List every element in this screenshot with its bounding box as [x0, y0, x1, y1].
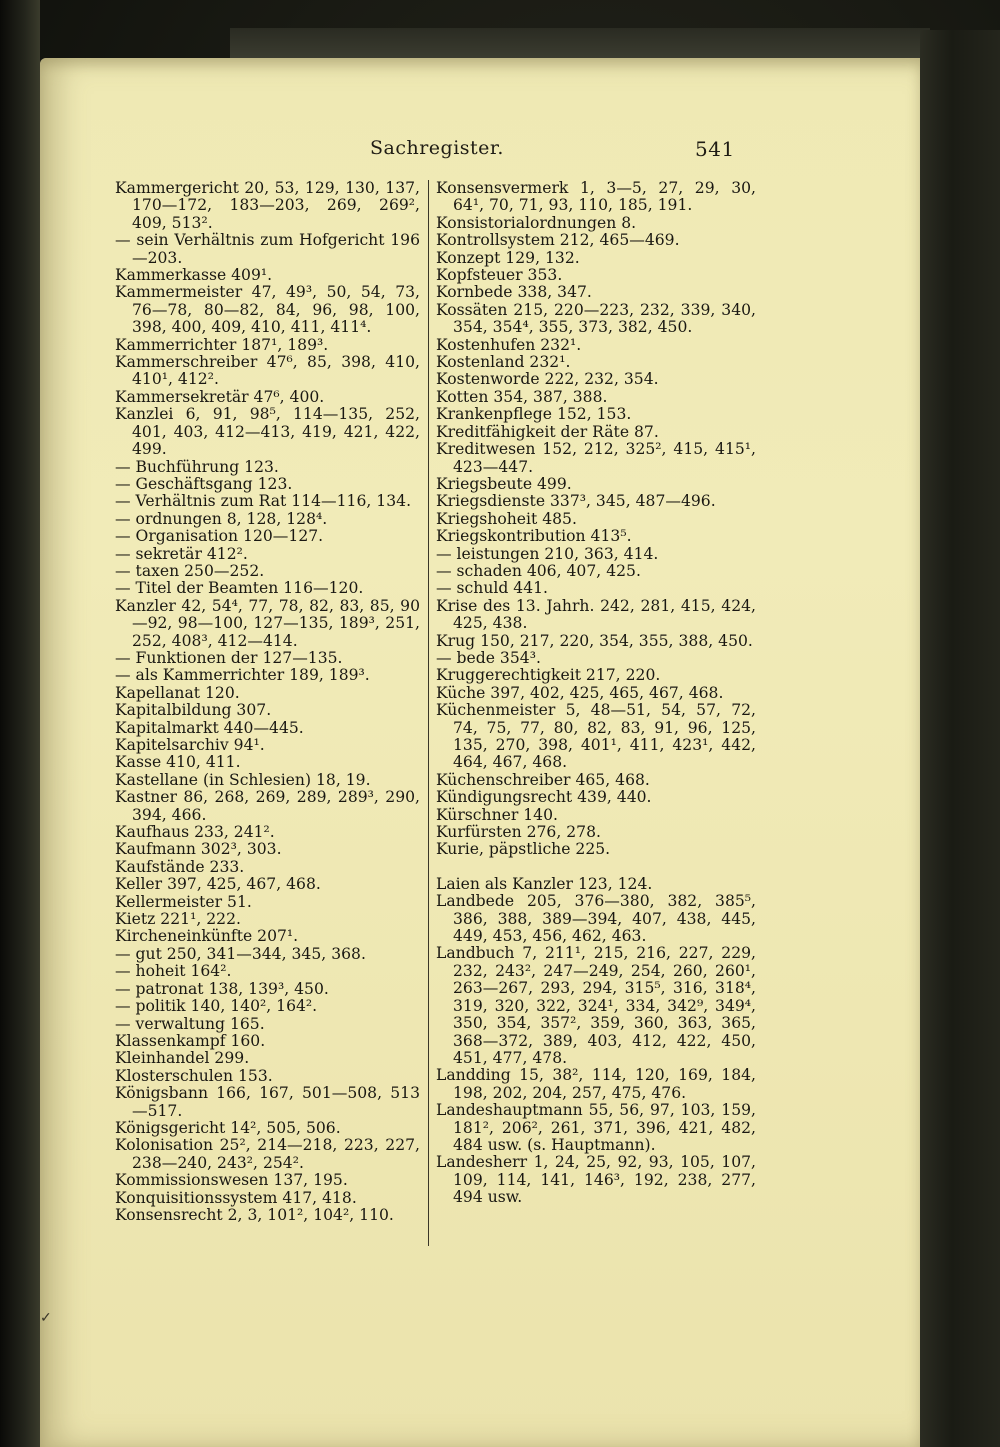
- index-entry: Krankenpflege 152, 153.: [436, 405, 632, 424]
- index-entry: Landbuch 7, 211¹, 215, 216, 227, 229, 232, 243², 247—249, 254, 260, 260¹, 263—267, 293, 294, 315⁵, 316, 318⁴, 319, 320, 322, 324¹, 334, 342⁹, 349⁴, 350, 354, 357², 359, 360, 363, 365, 368—372, 389, 403, 412, 422, 450, 451, 477, 478.: [436, 944, 756, 1067]
- index-column-right: [436, 180, 756, 1207]
- index-entry: Kanzler 42, 54⁴, 77, 78, 82, 83, 85, 90—92, 98—100, 127—135, 189³, 251, 252, 408³, 412—414.: [115, 596, 420, 650]
- column-divider: [428, 180, 429, 1246]
- index-entry: — als Kammerrichter 189, 189³.: [115, 666, 370, 685]
- index-entry: Kapitelsarchiv 94¹.: [115, 736, 265, 754]
- index-entry: — hoheit 164².: [115, 962, 232, 981]
- index-entry: — schaden 406, 407, 425.: [436, 561, 641, 580]
- index-entry: Kruggerechtigkeit 217, 220.: [436, 666, 661, 685]
- index-entry: Keller 397, 425, 467, 468.: [115, 875, 321, 894]
- index-entry: Kapitalbildung 307.: [115, 701, 272, 720]
- index-entry: Kapellanat 120.: [115, 683, 240, 702]
- index-entry: Kostenland 232¹.: [436, 353, 571, 372]
- index-entry: Klosterschulen 153.: [115, 1066, 273, 1085]
- index-entry: Kostenhufen 232¹.: [436, 335, 582, 354]
- index-entry: Königsgericht 14², 505, 506.: [115, 1118, 341, 1137]
- index-entry: Kürschner 140.: [436, 805, 558, 824]
- index-entry: Kapitalmarkt 440—445.: [115, 718, 304, 737]
- index-entry: — leistungen 210, 363, 414.: [436, 544, 659, 563]
- index-entry: — Geschäftsgang 123.: [115, 474, 293, 493]
- index-entry: Kammerkasse 409¹.: [115, 266, 273, 285]
- index-entry: — Titel der Beamten 116—120.: [115, 579, 364, 598]
- index-entry: Kotten 354, 387, 388.: [436, 387, 608, 406]
- index-entry: Kanzlei 6, 91, 98⁵, 114—135, 252, 401, 403, 412—413, 419, 421, 422, 499.: [115, 405, 420, 459]
- index-entry: Kolonisation 25², 214—218, 223, 227, 238—240, 243², 254².: [115, 1136, 420, 1172]
- index-entry: Konsensrecht 2, 3, 101², 104², 110.: [115, 1205, 394, 1224]
- index-entry: Kurie, päpstliche 225.: [436, 840, 611, 859]
- index-entry: Kopfsteuer 353.: [436, 266, 563, 285]
- index-entry: Kaufmann 302³, 303.: [115, 840, 282, 859]
- index-entry: Kammerschreiber 47⁶, 85, 398, 410, 410¹, 412².: [115, 353, 420, 389]
- index-entry: Kietz 221¹, 222.: [115, 910, 241, 929]
- index-entry: Kammerrichter 187¹, 189³.: [115, 335, 329, 354]
- index-entry: — ordnungen 8, 128, 128⁴.: [115, 509, 328, 528]
- index-entry: Landesherr 1, 24, 25, 92, 93, 105, 107, 109, 114, 141, 146³, 192, 238, 277, 494 usw.: [436, 1153, 756, 1207]
- index-entry: Konsensvermerk 1, 3—5, 27, 29, 30, 64¹, 70, 71, 93, 110, 185, 191.: [436, 179, 756, 215]
- index-entry: Kammersekretär 47⁶, 400.: [115, 387, 325, 406]
- index-entry: Königsbann 166, 167, 501—508, 513—517.: [115, 1084, 420, 1120]
- index-entry: Küchenschreiber 465, 468.: [436, 770, 650, 789]
- index-entry: Kreditwesen 152, 212, 325², 415, 415¹, 423—447.: [436, 440, 756, 476]
- index-entry: Kaufhaus 233, 241².: [115, 823, 275, 842]
- gutter-tick-mark: ✓: [40, 1310, 52, 1326]
- index-entry: Kastner 86, 268, 269, 289, 289³, 290, 394, 466.: [115, 788, 420, 824]
- index-entry: — verwaltung 165.: [115, 1014, 265, 1033]
- index-entry: Kriegskontribution 413⁵.: [436, 527, 632, 546]
- index-entry: Kurfürsten 276, 278.: [436, 823, 601, 842]
- index-entry: — gut 250, 341—344, 345, 368.: [115, 944, 366, 963]
- index-entry: Laien als Kanzler 123, 124.: [436, 874, 653, 893]
- index-entry: Krug 150, 217, 220, 354, 355, 388, 450.: [436, 631, 753, 650]
- index-entry: Landding 15, 38², 114, 120, 169, 184, 198, 202, 204, 257, 475, 476.: [436, 1066, 756, 1102]
- index-entry: Kleinhandel 299.: [115, 1049, 250, 1068]
- index-entry: Kastellane (in Schlesien) 18, 19.: [115, 770, 371, 789]
- index-entry: — sein Verhältnis zum Hofgericht 196—203.: [115, 231, 420, 267]
- index-entry: — politik 140, 140², 164².: [115, 997, 318, 1016]
- index-entry: Landeshauptmann 55, 56, 97, 103, 159, 181², 206², 261, 371, 396, 421, 482, 484 usw. (s. Hauptmann).: [436, 1101, 756, 1154]
- index-entry: Konquisitionssystem 417, 418.: [115, 1188, 357, 1207]
- index-entry: Kammermeister 47, 49³, 50, 54, 73, 76—78, 80—82, 84, 96, 98, 100, 398, 400, 409, 410, 411, 411⁴.: [115, 283, 420, 337]
- index-entry: Kostenworde 222, 232, 354.: [436, 370, 659, 389]
- index-entry: Kontrollsystem 212, 465—469.: [436, 231, 680, 250]
- index-entry: Küche 397, 402, 425, 465, 467, 468.: [436, 683, 724, 702]
- book-cover-right: [920, 30, 1000, 1447]
- index-entry: Kossäten 215, 220—223, 232, 339, 340, 354, 354⁴, 355, 373, 382, 450.: [436, 300, 756, 337]
- index-entry: Kriegsdienste 337³, 345, 487—496.: [436, 492, 716, 511]
- index-entry: Landbede 205, 376—380, 382, 385⁵, 386, 388, 389—394, 407, 438, 445, 449, 453, 456, 462, 463.: [436, 892, 756, 946]
- book-cover-top: [230, 28, 930, 58]
- index-entry: Krise des 13. Jahrh. 242, 281, 415, 424, 425, 438.: [436, 596, 756, 633]
- index-entry: Kasse 410, 411.: [115, 753, 241, 772]
- index-entry: Kreditfähigkeit der Räte 87.: [436, 422, 659, 441]
- index-entry: — sekretär 412².: [115, 544, 248, 563]
- index-entry: — schuld 441.: [436, 579, 549, 598]
- index-entry: — patronat 138, 139³, 450.: [115, 979, 329, 998]
- index-entry: Kornbede 338, 347.: [436, 283, 592, 302]
- index-entry: Küchenmeister 5, 48—51, 54, 57, 72, 74, 75, 77, 80, 82, 83, 91, 96, 125, 135, 270, 398, 401¹, 411, 423¹, 442, 464, 467, 468.: [436, 701, 756, 772]
- index-entry: — Funktionen der 127—135.: [115, 648, 343, 667]
- index-entry: — Buchführung 123.: [115, 457, 279, 476]
- index-entry: Konsistorialordnungen 8.: [436, 213, 637, 232]
- index-entry: Kellermeister 51.: [115, 892, 252, 911]
- index-entry: Kammergericht 20, 53, 129, 130, 137, 170—172, 183—203, 269, 269², 409, 513².: [115, 179, 420, 232]
- index-entry: — bede 354³.: [436, 648, 541, 667]
- index-entry: — Organisation 120—127.: [115, 527, 324, 546]
- index-entry: Kircheneinkünfte 207¹.: [115, 927, 299, 946]
- book-binding-edge: [0, 0, 40, 1447]
- index-entry: Konzept 129, 132.: [436, 248, 580, 267]
- index-entry: — Verhältnis zum Rat 114—116, 134.: [115, 492, 412, 511]
- index-entry: Kriegshoheit 485.: [436, 509, 577, 528]
- index-entry: — taxen 250—252.: [115, 561, 265, 580]
- running-title: Sachregister.: [370, 137, 504, 159]
- index-column-left: [115, 180, 420, 1224]
- index-entry: Kriegsbeute 499.: [436, 474, 572, 493]
- index-entry: Kündigungsrecht 439, 440.: [436, 788, 652, 807]
- index-entry: Kaufstände 233.: [115, 857, 245, 876]
- index-entry: Klassenkampf 160.: [115, 1031, 266, 1050]
- page-number: 541: [695, 137, 735, 161]
- index-entry: Kommissionswesen 137, 195.: [115, 1171, 348, 1190]
